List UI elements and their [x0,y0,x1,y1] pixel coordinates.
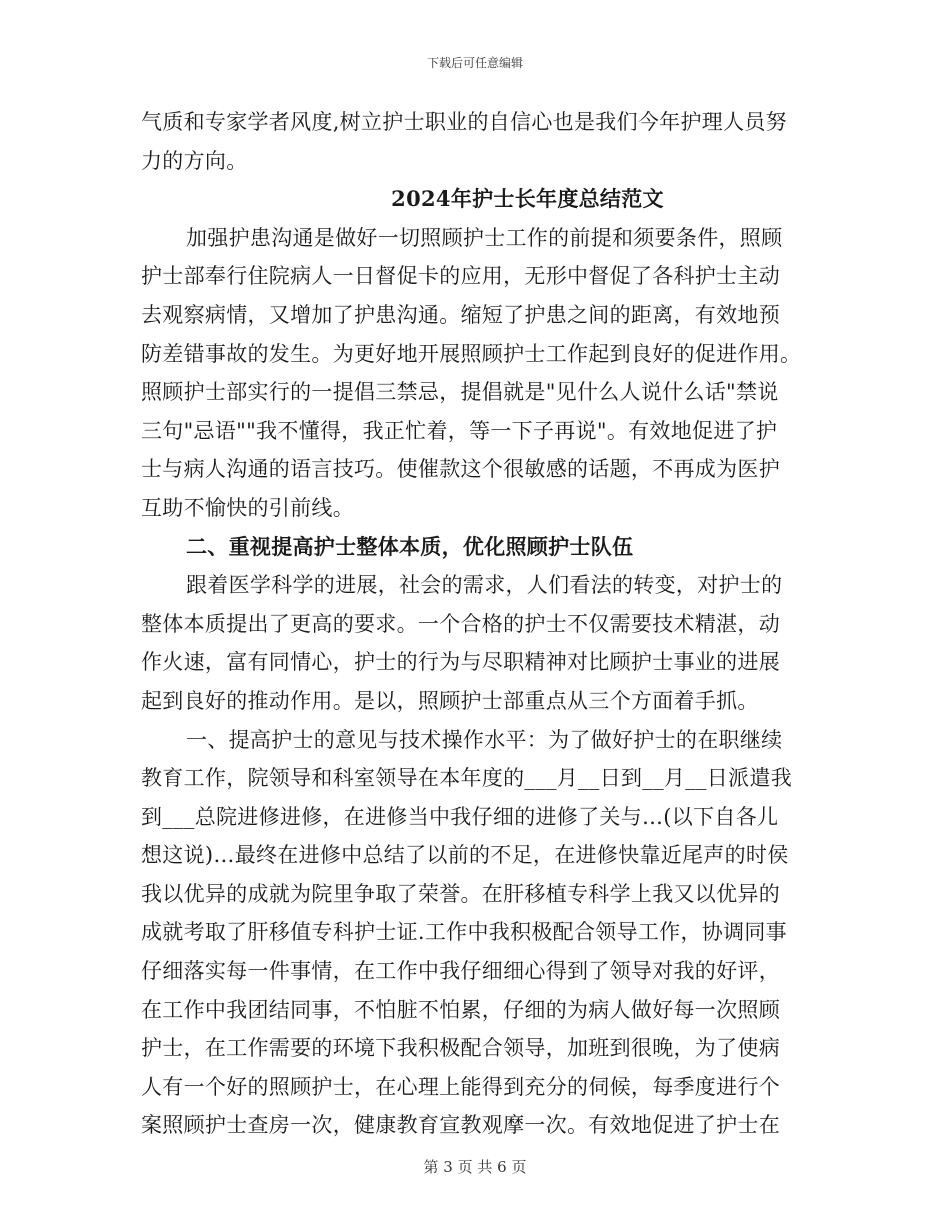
header-note: 下载后可任意编辑 [426,56,523,70]
text-line: 力的方向。 [141,148,248,173]
text-line: 三句"忌语""我不懂得，我正忙着，等一下子再说"。有效地促进了护 [141,418,778,443]
text-line: 教育工作，院领导和科室领导在本年度的___月__日到__月__日派遣我 [141,766,792,791]
text-line: 整体本质提出了更高的要求。一个合格的护士不仅需要技术精湛，动 [141,611,780,636]
section-title: 2024年护士长年度总结范文 [391,186,664,212]
document-body [141,103,811,1145]
text-line: 成就考取了肝移值专科护士证.工作中我积极配合领导工作，协调同事 [141,920,787,945]
text-line: 作火速，富有同情心，护士的行为与尽职精神对比顾护士事业的进展 [141,650,780,675]
text-line: 加强护患沟通是做好一切照顾护士工作的前提和须要条件，照顾 [186,225,783,250]
text-line: 我以优异的成就为院里争取了荣誉。在肝移植专科学上我又以优异的 [141,881,780,906]
text-line: 想这说)…最终在进修中总结了以前的不足，在进修快靠近尾声的时侯 [141,843,789,868]
text-line: 士与病人沟通的语言技巧。使催款这个很敏感的话题，不再成为医护 [141,457,780,482]
text-line: 人有一个好的照顾护士，在心理上能得到充分的伺候，每季度进行个 [141,1074,780,1099]
text-line: 起到良好的推动作用。是以，照顾护士部重点从三个方面着手抓。 [141,688,759,713]
text-line: 跟着医学科学的进展，社会的需求，人们看法的转变，对护士的 [186,573,783,598]
section-heading: 二、重视提高护士整体本质，优化照顾护士队伍 [186,533,634,559]
page-number: 第 3 页 共 6 页 [423,1158,527,1176]
text-line: 仔细落实每一件事情，在工作中我仔细细心得到了领导对我的好评， [141,959,780,984]
text-line: 护士，在工作需要的环境下我积极配合领导，加班到很晚，为了使病 [141,1036,780,1061]
text-line: 案照顾护士查房一次，健康教育宣教观摩一次。有效地促进了护士在 [141,1113,780,1138]
text-line: 气质和专家学者风度,树立护士职业的自信心也是我们今年护理人员努 [141,110,787,134]
text-line: 到___总院进修进修，在进修当中我仔细的进修了关与…(以下自各儿 [141,804,779,829]
text-line: 互助不愉快的引前线。 [141,495,354,520]
text-line: 防差错事故的发生。为更好地开展照顾护士工作起到良好的促进作用。 [141,341,802,366]
text-line: 去观察病情，又增加了护患沟通。缩短了护患之间的距离，有效地预 [141,302,780,327]
text-line: 护士部奉行住院病人一日督促卡的应用，无形中督促了各科护士主动 [141,264,780,289]
text-line: 照顾护士部实行的一提倡三禁忌，提倡就是"见什么人说什么话"禁说 [141,380,779,405]
text-line: 一、提高护士的意见与技术操作水平：为了做好护士的在职继续 [186,727,783,752]
text-line: 在工作中我团结同事，不怕脏不怕累，仔细的为病人做好每一次照顾 [141,997,780,1022]
